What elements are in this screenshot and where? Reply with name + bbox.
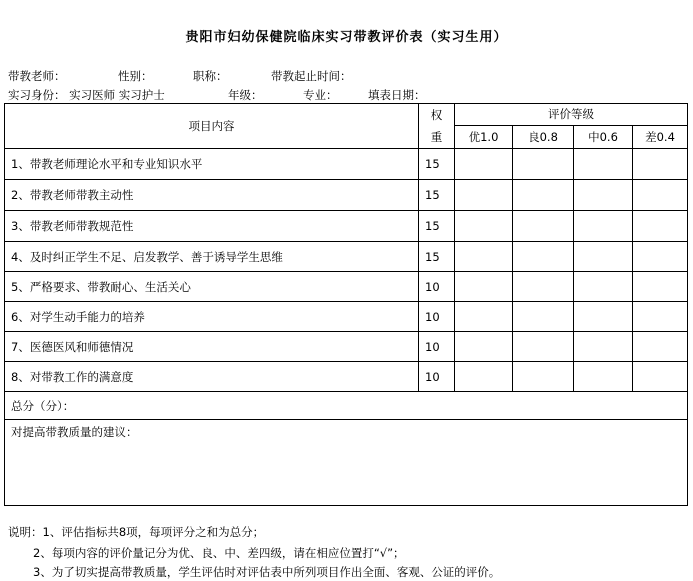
cell-poor[interactable] — [633, 180, 688, 211]
cell-good[interactable] — [513, 149, 574, 180]
cell-excellent[interactable] — [455, 332, 513, 362]
cell-poor[interactable] — [633, 149, 688, 180]
identity-label: 实习身份： 实习医师 实习护士 — [8, 88, 165, 102]
cell-fair[interactable] — [574, 362, 633, 392]
cell-good[interactable] — [513, 362, 574, 392]
header-weight-bottom: 重 — [430, 130, 443, 144]
row-weight: 10 — [419, 332, 455, 362]
form-title: 贵阳市妇幼保健院临床实习带教评价表（实习生用） — [185, 30, 508, 45]
cell-fair[interactable] — [574, 180, 633, 211]
row-weight: 15 — [419, 211, 455, 242]
row-item: 4、及时纠正学生不足、启发教学、善于诱导学生思维 — [5, 242, 419, 272]
cell-excellent[interactable] — [455, 362, 513, 392]
evaluation-table — [4, 103, 688, 506]
period-label: 带教起止时间： — [271, 69, 352, 83]
cell-poor[interactable] — [633, 362, 688, 392]
row-item: 6、对学生动手能力的培养 — [5, 302, 419, 332]
header-grade: 评价等级 — [455, 104, 688, 126]
cell-excellent[interactable] — [455, 180, 513, 211]
total-score-field[interactable]: 总分（分）： — [5, 392, 688, 420]
row-weight: 10 — [419, 302, 455, 332]
suggestion-field[interactable]: 对提高带教质量的建议： — [5, 420, 688, 506]
cell-fair[interactable] — [574, 302, 633, 332]
cell-excellent[interactable] — [455, 242, 513, 272]
row-item: 2、带教老师带教主动性 — [5, 180, 419, 211]
cell-good[interactable] — [513, 302, 574, 332]
row-item: 1、带教老师理论水平和专业知识水平 — [5, 149, 419, 180]
grade-excellent: 优1.0 — [455, 125, 513, 148]
cell-good[interactable] — [513, 332, 574, 362]
major-label: 专业： — [303, 88, 338, 102]
table-row — [5, 242, 688, 272]
table-row — [5, 302, 688, 332]
grade-poor: 差0.4 — [633, 125, 688, 148]
row-item: 5、严格要求、带教耐心、生活关心 — [5, 272, 419, 302]
note-3: 3、为了切实提高带教质量，学生评估时对评估表中所列项目作出全面、客观、公证的评价。 — [33, 565, 501, 579]
cell-poor[interactable] — [633, 211, 688, 242]
cell-good[interactable] — [513, 272, 574, 302]
grade-label: 年级： — [228, 88, 263, 102]
table-row — [5, 211, 688, 242]
cell-excellent[interactable] — [455, 149, 513, 180]
cell-fair[interactable] — [574, 332, 633, 362]
teacher-label: 带教老师： — [8, 69, 66, 83]
row-item: 7、医德医风和师德情况 — [5, 332, 419, 362]
cell-excellent[interactable] — [455, 211, 513, 242]
header-item-content: 项目内容 — [5, 104, 419, 149]
header-weight — [419, 104, 455, 149]
table-row — [5, 362, 688, 392]
note-2: 2、每项内容的评价量记分为优、良、中、差四级，请在相应位置打“√”； — [33, 546, 405, 560]
row-weight: 15 — [419, 180, 455, 211]
cell-fair[interactable] — [574, 211, 633, 242]
grade-good: 良0.8 — [513, 125, 574, 148]
header-weight-top: 权 — [430, 108, 443, 122]
row-weight: 10 — [419, 272, 455, 302]
row-weight: 15 — [419, 242, 455, 272]
cell-excellent[interactable] — [455, 302, 513, 332]
date-label: 填表日期： — [368, 88, 426, 102]
cell-fair[interactable] — [574, 149, 633, 180]
row-item: 8、对带教工作的满意度 — [5, 362, 419, 392]
cell-good[interactable] — [513, 242, 574, 272]
table-row — [5, 180, 688, 211]
cell-poor[interactable] — [633, 332, 688, 362]
cell-good[interactable] — [513, 211, 574, 242]
table-row — [5, 332, 688, 362]
cell-good[interactable] — [513, 180, 574, 211]
gender-label: 性别： — [118, 69, 153, 83]
cell-poor[interactable] — [633, 272, 688, 302]
cell-poor[interactable] — [633, 242, 688, 272]
grade-fair: 中0.6 — [574, 125, 633, 148]
table-row — [5, 149, 688, 180]
cell-fair[interactable] — [574, 272, 633, 302]
cell-poor[interactable] — [633, 302, 688, 332]
cell-excellent[interactable] — [455, 272, 513, 302]
table-row — [5, 272, 688, 302]
title-label: 职称： — [193, 69, 228, 83]
row-item: 3、带教老师带教规范性 — [5, 211, 419, 242]
note-1: 说明：1、评估指标共8项，每项评分之和为总分； — [8, 525, 265, 539]
cell-fair[interactable] — [574, 242, 633, 272]
row-weight: 10 — [419, 362, 455, 392]
row-weight: 15 — [419, 149, 455, 180]
